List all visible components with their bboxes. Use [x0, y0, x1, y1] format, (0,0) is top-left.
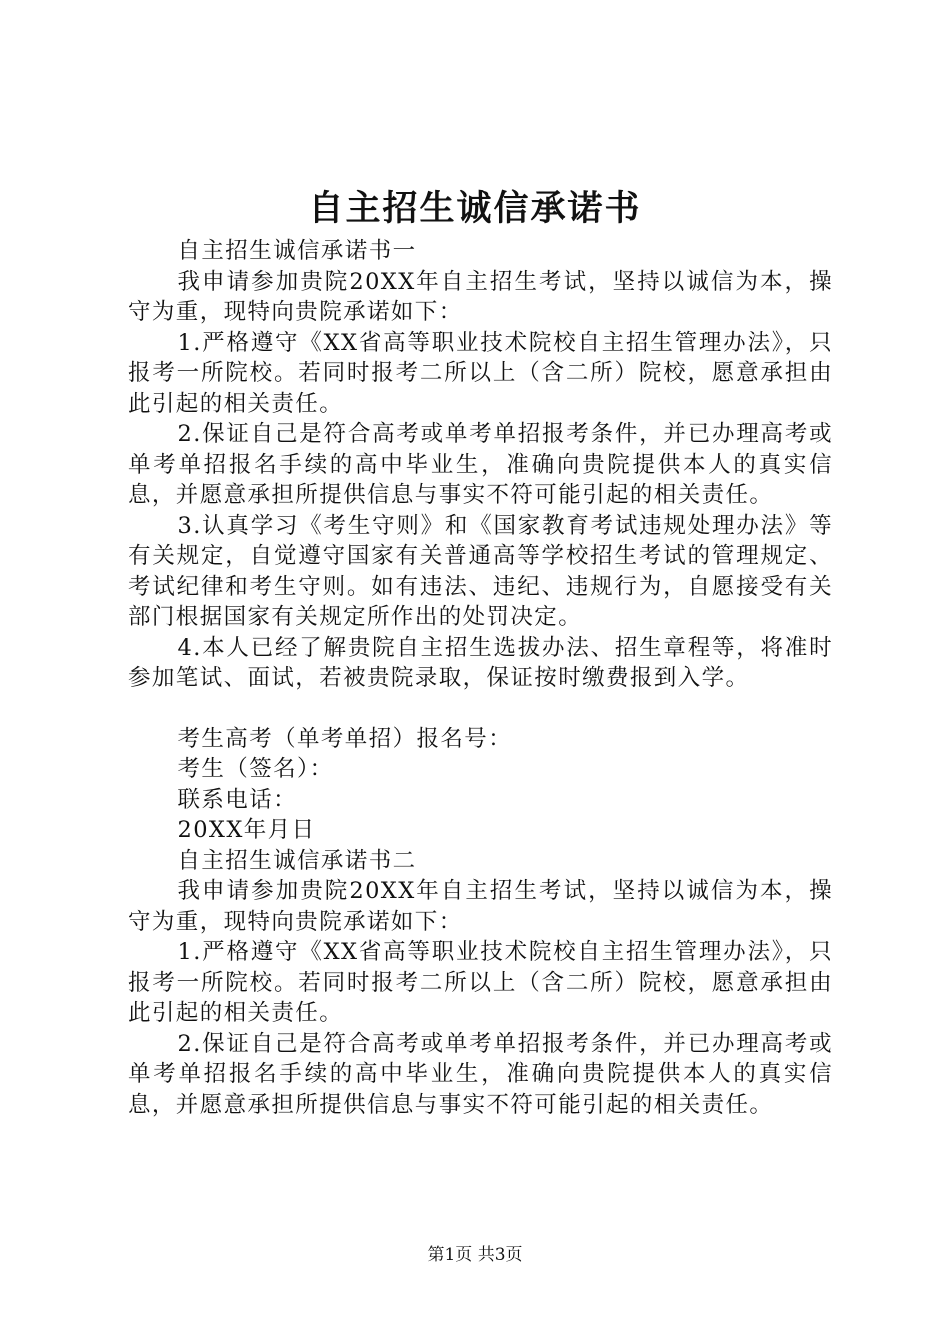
section1-item-2: 2.保证自己是符合高考或单考单招报考条件，并已办理高考或单考单招报名手续的高中毕业生，准确向贵院提供本人的真实信息，并愿意承担所提供信息与事实不符可能引起的相关责任。 — [128, 421, 833, 508]
section1-item-1: 1.严格遵守《XX省高等职业技术院校自主招生管理办法》，只报考一所院校。若同时报考二所以上（含二所）院校，愿意承担由此引起的相关责任。 — [128, 329, 833, 417]
document-body — [128, 236, 833, 1120]
section2-heading: 自主招生诚信承诺书二 — [177, 847, 417, 874]
date-field: 20XX年月日 — [177, 817, 316, 843]
section2-item-1: 1.严格遵守《XX省高等职业技术院校自主招生管理办法》，只报考一所院校。若同时报考二所以上（含二所）院校，愿意承担由此引起的相关责任。 — [128, 939, 833, 1026]
section1-intro: 我申请参加贵院20XX年自主招生考试，坚持以诚信为本，操守为重，现特向贵院承诺如下： — [128, 268, 833, 325]
section2-item-2: 2.保证自己是符合高考或单考单招报考条件，并已办理高考或单考单招报名手续的高中毕业生，准确向贵院提供本人的真实信息，并愿意承担所提供信息与事实不符可能引起的相关责任。 — [128, 1030, 833, 1118]
signature-field: 考生（签名）： — [177, 756, 334, 782]
phone-field: 联系电话： — [177, 786, 298, 813]
section1-item-3: 3.认真学习《考生守则》和《国家教育考试违规处理办法》等有关规定，自觉遵守国家有关普通高等学校招生考试的管理规定、考试纪律和考生守则。如有违法、违纪、违规行为，自愿接受有关部门根据国家有关规定所作出的处罚决定。 — [128, 512, 833, 630]
blank-line — [128, 694, 833, 724]
section1-heading: 自主招生诚信承诺书一 — [177, 238, 417, 264]
section1-item-4: 4.本人已经了解贵院自主招生选拔办法、招生章程等，将准时参加笔试、面试，若被贵院录取，保证按时缴费报到入学。 — [128, 634, 833, 691]
registration-number-field: 考生高考（单考单招）报名号： — [177, 725, 513, 752]
document-title: 自主招生诚信承诺书 — [308, 188, 642, 229]
page-footer: 第1页 共3页 — [427, 1245, 523, 1265]
section2-intro: 我申请参加贵院20XX年自主招生考试，坚持以诚信为本，操守为重，现特向贵院承诺如下： — [128, 878, 833, 935]
